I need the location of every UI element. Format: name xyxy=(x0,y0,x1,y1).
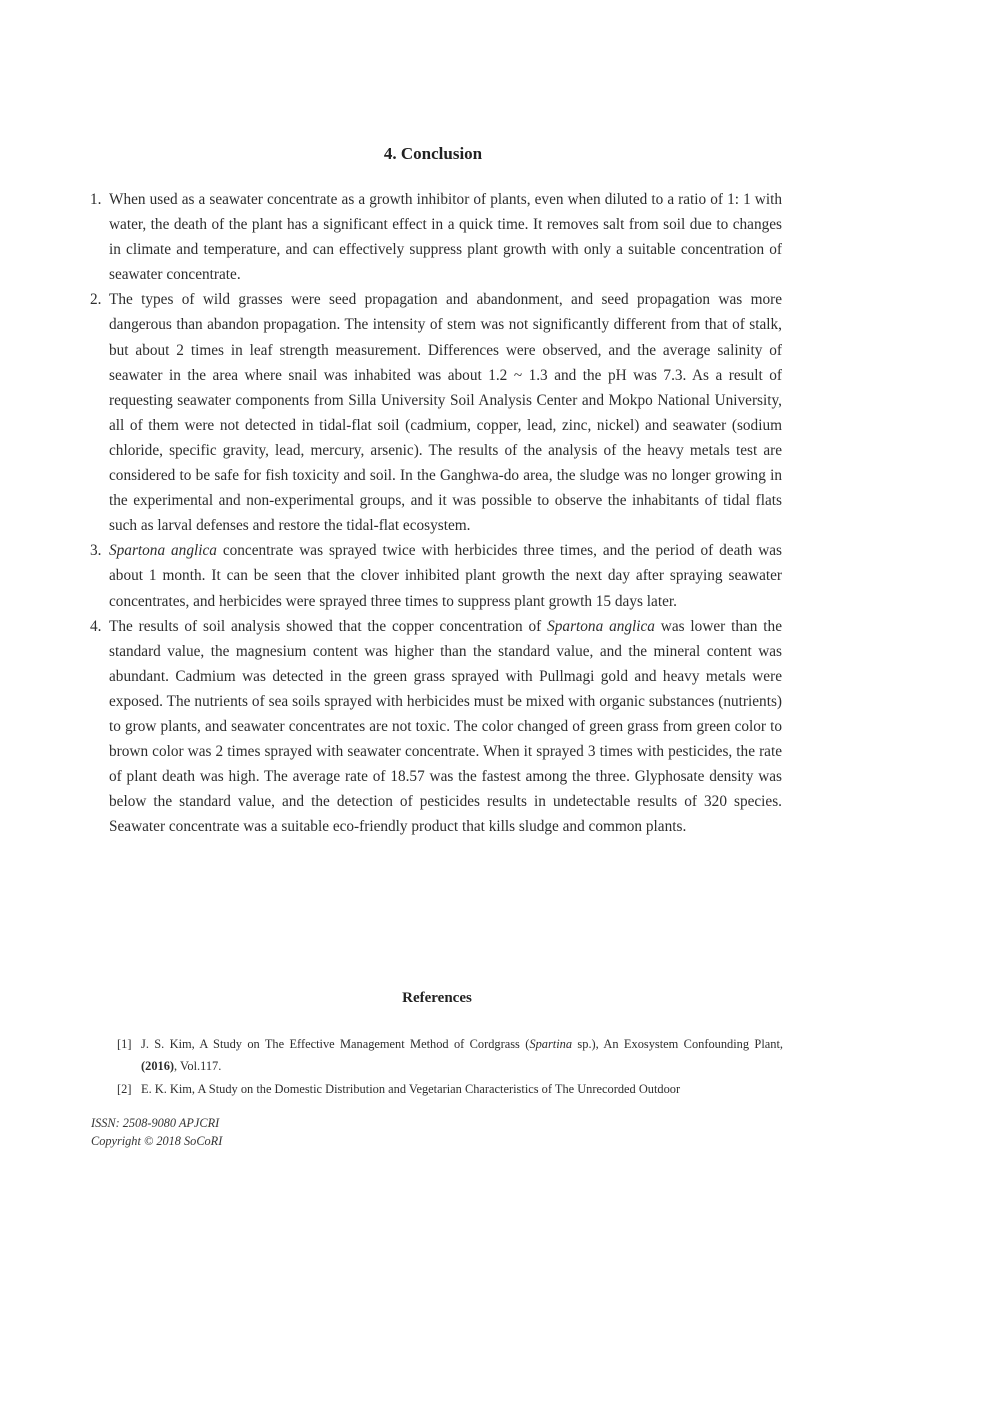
references-list xyxy=(117,1033,783,1101)
reference-item-2 xyxy=(117,1078,783,1100)
reference-number: [1] xyxy=(117,1037,132,1051)
item-text: When used as a seawater concentrate as a growth inhibitor of plants, even when diluted to a ratio of 1: 1 with water, the death of the plant has a significant effect in a quick time. It removes salt from soil due to changes in climate and temperature, and can effectively suppress plant growth with only a suitable concentration of seawater concentrate. xyxy=(109,191,782,284)
reference-genus: Spartina xyxy=(529,1037,573,1051)
item-text-lead: The results of soil analysis showed that the copper concentration of xyxy=(109,617,548,635)
item-text xyxy=(109,618,782,836)
species-name: Spartona anglica xyxy=(547,617,655,635)
issn-line: ISSN: 2508-9080 APJCRI xyxy=(91,1116,220,1130)
item-text-body: was lower than the standard value, the magnesium content was higher than the standard value, and the mineral content was abundant. Cadmium was detected in the green grass sprayed with Pullmagi gold and heavy metals were exposed. The nutrients of sea soils sprayed with herbicides must be mixed with organic substances (nutrients) to grow plants, and seawater concentrates are not toxic. The color changed of green grass from green color to brown color was 2 times sprayed with seawater concentrate. When it sprayed 3 times with pesticides, the rate of plant death was high. The average rate of 18.57 was the fastest among the three. Glyphosate density was below the standard value, and the detection of pesticides results in undetectable results of 320 species. Seawater concentrate was a suitable eco-friendly product that kills sludge and common plants. xyxy=(109,617,782,836)
reference-text-part: , Vol.117. xyxy=(174,1059,222,1073)
page-footer xyxy=(91,1114,222,1150)
reference-number: [2] xyxy=(117,1082,132,1096)
item-text-body: concentrate was sprayed twice with herbicides three times, and the period of death was about 1 month. It can be seen that the clover inhibited plant growth the next day after spraying seawater concentrates, and herbicides were sprayed three times to suppress plant growth 15 days later. xyxy=(109,542,782,610)
reference-text-part: sp.), An Exosystem Confounding Plant, xyxy=(572,1037,783,1051)
conclusion-list xyxy=(90,187,782,839)
reference-text xyxy=(141,1037,783,1073)
reference-item-1 xyxy=(117,1033,783,1077)
item-text xyxy=(109,542,782,609)
item-text: The types of wild grasses were seed propagation and abandonment, and seed propagation was more dangerous than abandon propagation. The intensity of stem was not significantly different from that of stalk, but about 2 times in leaf strength measurement. Differences were observed, and the average salinity of seawater in the area where snail was inhabited was about 1.2 ~ 1.3 and the pH was 7.3. As a result of requesting seawater components from Silla University Soil Analysis Center and Mokpo National University, all of them were not detected in tidal-flat soil (cadmium, copper, lead, zinc, nickel) and seawater (sodium chloride, specific gravity, lead, mercury, arsenic). The results of the analysis of the heavy metals test are considered to be safe for fish toxicity and soil. In the Ganghwa-do area, the sludge was no longer growing in the experimental and non-experimental groups, and it was possible to observe the inhabitants of tidal flats such as larval defenses and restore the tidal-flat ecosystem. xyxy=(109,291,782,535)
conclusion-item-3 xyxy=(90,538,782,613)
conclusion-item-2 xyxy=(90,287,782,538)
item-number: 2. xyxy=(90,291,102,309)
item-number: 1. xyxy=(90,191,102,208)
conclusion-item-1 xyxy=(90,187,782,287)
copyright-line: Copyright © 2018 SoCoRI xyxy=(91,1134,223,1148)
reference-text: E. K. Kim, A Study on the Domestic Distribution and Vegetarian Characteristics of The Unrecorded Outdoor xyxy=(141,1082,681,1096)
item-number: 3. xyxy=(90,542,102,560)
species-name: Spartona anglica xyxy=(109,542,217,560)
section-title: 4. Conclusion xyxy=(383,144,483,163)
reference-text-part: J. S. Kim, A Study on The Effective Management Method of Cordgrass ( xyxy=(141,1037,530,1051)
conclusion-item-4 xyxy=(90,614,782,840)
references-title: References xyxy=(402,990,472,1006)
reference-year: (2016) xyxy=(141,1059,175,1073)
item-number: 4. xyxy=(90,617,102,635)
